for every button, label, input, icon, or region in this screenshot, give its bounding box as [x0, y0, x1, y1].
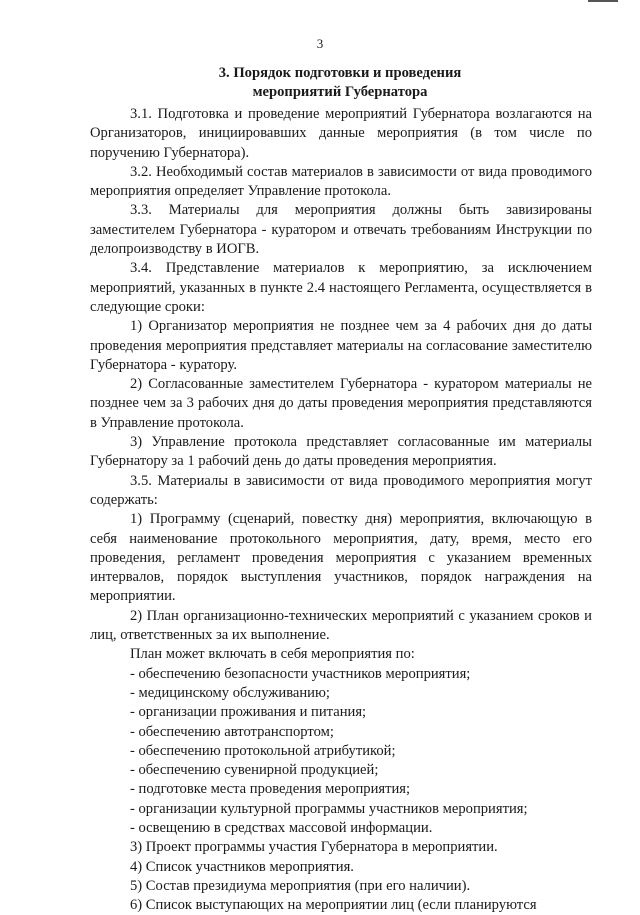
page-number: 3 — [316, 36, 324, 51]
paragraph-3-4: 3.4. Представление материалов к мероприятию, за исключением мероприятий, указанных в пункте 2.4 настоящего Регламента, осуществляется в следующие сроки: — [90, 260, 592, 315]
materials-item-2: 2) План организационно-технических мероприятий с указанием сроков и лиц, ответственных за их выполнение. — [90, 607, 592, 644]
section-heading — [90, 64, 590, 102]
dash-item: - обеспечению сувенирной продукцией; — [130, 762, 379, 779]
paragraph-3-3: 3.3. Материалы для мероприятия должны быть завизированы заместителем Губернатора - куратором и отвечать требованиям Инструкции по делопроизводству в ИОГВ. — [90, 202, 592, 258]
materials-item-5: 5) Состав президиума мероприятия (при его наличии). — [130, 877, 471, 894]
dash-item: - организации проживания и питания; — [130, 704, 367, 721]
heading-line-2: мероприятий Губернатора — [252, 84, 428, 100]
materials-item-6: 6) Список выступающих на мероприятии лиц (если планируются — [130, 897, 537, 914]
list-item-2: 2) Согласованные заместителем Губернатора - куратором материалы не позднее чем за 3 рабочих дня до даты проведения мероприятия представляются в Управление протокола. — [90, 376, 592, 431]
list-item-3: 3) Управление протокола представляет согласованные им материалы Губернатору за 1 рабочий день до даты проведения мероприятия. — [90, 434, 592, 470]
dash-item: - подготовке места проведения мероприятия; — [130, 781, 411, 798]
dash-item: - медицинскому обслуживанию; — [130, 684, 330, 701]
materials-item-1: 1) Программу (сценарий, повестку дня) мероприятия, включающую в себя наименование протокольного мероприятия, дату, время, место его проведения, регламент проведения мероприятия с указанием временных интервалов, порядок выступления участников, порядок награждения на мероприятии. — [90, 511, 592, 605]
paragraph-3-1: 3.1. Подготовка и проведение мероприятий Губернатора возлагаются на Организаторов, инициировавших данные мероприятия (в том числе по поручению Губернатора). — [90, 106, 592, 161]
dash-item: - обеспечению протокольной атрибутикой; — [130, 742, 396, 759]
materials-item-4: 4) Список участников мероприятия. — [130, 858, 354, 875]
paragraph-3-5: 3.5. Материалы в зависимости от вида проводимого мероприятия могут содержать: — [90, 472, 592, 508]
dash-item: - обеспечению безопасности участников мероприятия; — [130, 665, 471, 682]
heading-line-1: 3. Порядок подготовки и проведения — [218, 65, 462, 81]
list-item-1: 1) Организатор мероприятия не позднее чем за 4 рабочих дня до даты проведения мероприятия представляет материалы на согласование заместителю Губернатора - куратору. — [90, 318, 592, 373]
dash-item: - обеспечению автотранспортом; — [130, 723, 334, 740]
dash-item: - освещению в средствах массовой информации. — [130, 819, 433, 836]
paragraph-3-2: 3.2. Необходимый состав материалов в зависимости от вида проводимого мероприятия определяет Управление протокола. — [90, 163, 592, 200]
dash-item: - организации культурной программы участников мероприятия; — [130, 800, 528, 817]
scan-corner-mark — [588, 0, 618, 2]
document-body — [90, 105, 592, 915]
materials-item-3: 3) Проект программы участия Губернатора в мероприятии. — [130, 839, 498, 856]
plan-intro: План может включать в себя мероприятия по: — [130, 646, 415, 663]
